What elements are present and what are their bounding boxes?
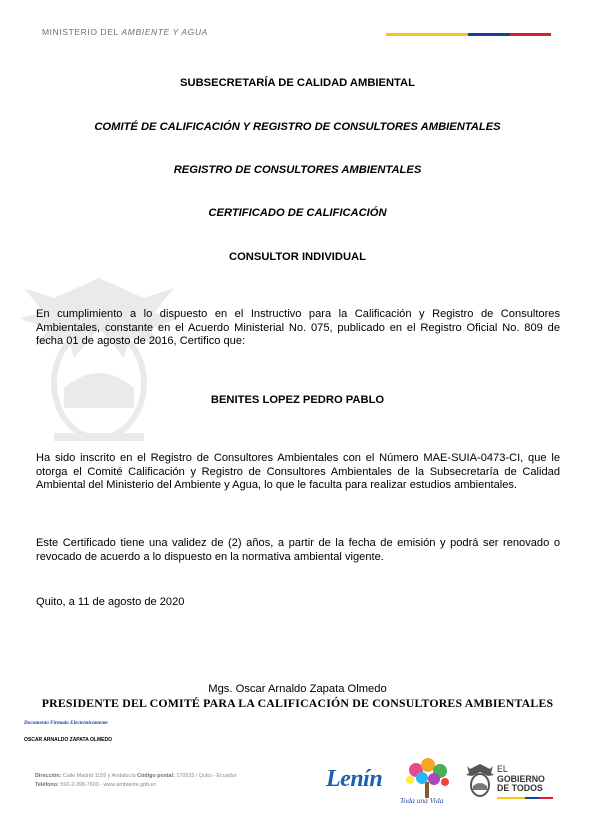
gob-line2: GOBIERNO xyxy=(497,773,545,784)
phone-value: 593-2-398-7600 - www.ambiente.gob.ec xyxy=(58,782,157,788)
footer-address xyxy=(35,773,237,779)
flag-yellow xyxy=(386,33,468,36)
address-label: Dirección: xyxy=(35,773,62,779)
flag-stripe xyxy=(386,33,551,36)
validity-paragraph: Este Certificado tiene una validez de (2) años, a partir de la fecha de emisión y podrá ser renovado o revocado de acuerdo a lo dispuesto en la normativa ambiental vigente. xyxy=(36,537,560,563)
registry-title: REGISTRO DE CONSULTORES AMBIENTALES xyxy=(173,164,422,176)
gob-line3: DE TODOS xyxy=(497,783,543,794)
postal-value: 170525 / Quito - Ecuador xyxy=(174,773,237,779)
gob-line1: EL xyxy=(497,764,508,774)
electronic-signature-name: OSCAR ARNALDO ZAPATA OLMEDO xyxy=(24,737,112,743)
gob-bar-blue xyxy=(525,797,539,799)
subsecretaria-title: SUBSECRETARÍA DE CALIDAD AMBIENTAL xyxy=(180,77,415,89)
signer-title: PRESIDENTE DEL COMITÉ PARA LA CALIFICACIÓN DE CONSULTORES AMBIENTALES xyxy=(41,696,554,710)
phone-label: Teléfono: xyxy=(35,782,59,788)
ministry-prefix: MINISTERIO DEL xyxy=(42,27,122,37)
signer-name: Mgs. Oscar Arnaldo Zapata Olmedo xyxy=(208,683,387,695)
gob-bar-red xyxy=(539,797,553,799)
consultant-name: BENITES LOPEZ PEDRO PABLO xyxy=(210,394,385,406)
postal-label: Código postal: xyxy=(137,773,175,779)
place-date: Quito, a 11 de agosto de 2020 xyxy=(36,596,185,608)
gob-bar-yellow xyxy=(497,797,525,799)
electronic-signature-label: Documento Firmado Electrónicamente xyxy=(24,720,108,726)
gobierno-color-bar xyxy=(497,797,553,799)
gobierno-shield-icon xyxy=(466,763,494,797)
ministry-header xyxy=(42,27,208,37)
lenin-logo: Lenín xyxy=(326,766,383,792)
inscription-paragraph: Ha sido inscrito en el Registro de Consultores Ambientales con el Número MAE-SUIA-0473-CI, que le otorga el Comité Calificación y Registro de Consultores Ambientales de la Subsecretaría de Calidad Ambiental del Ministerio del Ambiente y Agua, lo que le faculta para realizar estudios ambientales. xyxy=(36,452,560,492)
tree-caption: Toda una Vida xyxy=(400,796,444,805)
flag-red xyxy=(510,33,551,36)
flag-blue xyxy=(468,33,510,36)
certificate-title: CERTIFICADO DE CALIFICACIÓN xyxy=(208,207,387,219)
committee-title: COMITÉ DE CALIFICACIÓN Y REGISTRO DE CONSULTORES AMBIENTALES xyxy=(94,121,501,133)
footer-phone xyxy=(35,782,156,788)
consultant-type-title: CONSULTOR INDIVIDUAL xyxy=(229,251,366,263)
coat-of-arms-watermark-icon xyxy=(14,268,184,448)
gobierno-logo-text xyxy=(497,765,545,794)
intro-paragraph: En cumplimiento a lo dispuesto en el Instructivo para la Calificación y Registro de Consultores Ambientales, constante en el Acuerdo Ministerial No. 075, publicado en el Registro Oficial No. 809 de fecha 01 de agosto de 2016, Certifico que: xyxy=(36,308,560,348)
ministry-italic: AMBIENTE Y AGUA xyxy=(121,27,208,37)
address-value: Calle Madrid 1159 y Andalucía xyxy=(61,773,138,779)
